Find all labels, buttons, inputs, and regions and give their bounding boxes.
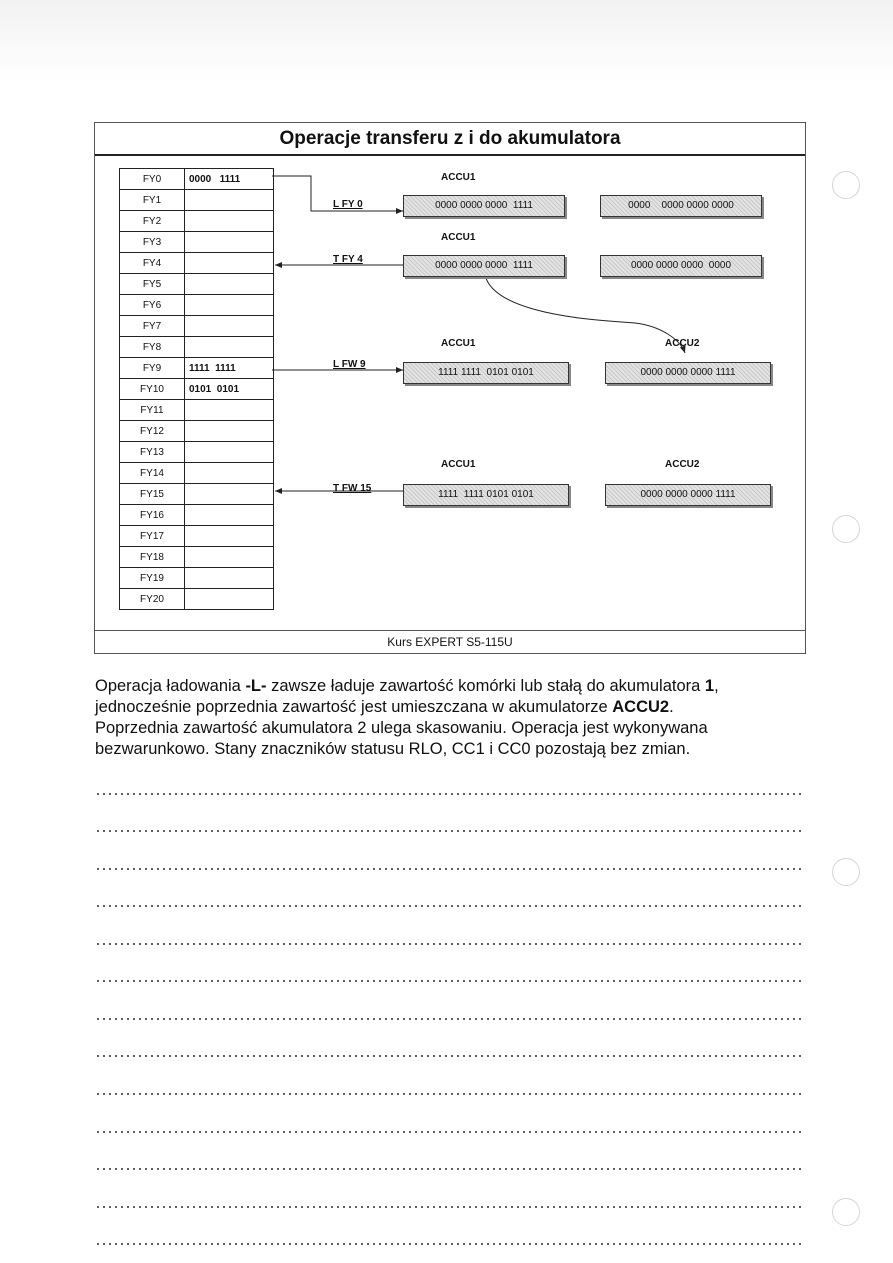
accu1-label: ACCU1	[441, 459, 476, 470]
memory-row	[120, 547, 274, 568]
note-line	[95, 943, 805, 945]
memory-value	[185, 568, 274, 589]
memory-value: 1111 1111	[185, 358, 274, 379]
para-text: Operacja ładowania	[95, 677, 246, 695]
memory-value	[185, 547, 274, 568]
memory-row	[120, 358, 274, 379]
memory-value	[185, 442, 274, 463]
para-bold: ACCU2	[612, 698, 670, 716]
accu1-label: ACCU1	[441, 338, 476, 349]
memory-address: FY20	[120, 589, 185, 610]
memory-value	[185, 316, 274, 337]
memory-address: FY8	[120, 337, 185, 358]
memory-address: FY1	[120, 190, 185, 211]
memory-value	[185, 589, 274, 610]
memory-value	[185, 190, 274, 211]
accu1-register: 0000 0000 0000 1111	[403, 195, 565, 217]
memory-address: FY14	[120, 463, 185, 484]
accu2-register: 0000 0000 0000 0000	[600, 255, 762, 277]
memory-value	[185, 295, 274, 316]
note-line	[95, 1018, 805, 1020]
memory-address: FY4	[120, 253, 185, 274]
memory-row	[120, 253, 274, 274]
note-line	[95, 1131, 805, 1133]
diagram-footer: Kurs EXPERT S5-115U	[95, 630, 805, 654]
para-bold: 1	[704, 677, 715, 695]
memory-address: FY16	[120, 505, 185, 526]
memory-address: FY2	[120, 211, 185, 232]
memory-row	[120, 316, 274, 337]
memory-value	[185, 274, 274, 295]
note-line	[95, 1093, 805, 1095]
memory-address: FY6	[120, 295, 185, 316]
memory-value	[185, 484, 274, 505]
note-line	[95, 793, 805, 795]
memory-address: FY19	[120, 568, 185, 589]
accu1-register: 0000 0000 0000 1111	[403, 255, 565, 277]
accu2-label: ACCU2	[665, 459, 700, 470]
memory-table	[119, 168, 274, 610]
memory-value	[185, 421, 274, 442]
accu1-register: 1111 1111 0101 0101	[403, 484, 569, 506]
memory-address: FY5	[120, 274, 185, 295]
memory-row	[120, 505, 274, 526]
accu2-label: ACCU2	[665, 338, 700, 349]
punch-hole	[832, 1198, 860, 1226]
memory-row	[120, 421, 274, 442]
diagram-title: Operacje transferu z i do akumulatora	[95, 123, 805, 156]
memory-row	[120, 169, 274, 190]
memory-value: 0101 0101	[185, 379, 274, 400]
note-line	[95, 905, 805, 907]
note-line	[95, 1206, 805, 1208]
memory-address: FY10	[120, 379, 185, 400]
memory-row	[120, 484, 274, 505]
accu2-register: 0000 0000 0000 1111	[605, 362, 771, 384]
para-bold: -L-	[245, 677, 267, 695]
memory-value	[185, 337, 274, 358]
memory-row	[120, 442, 274, 463]
memory-row	[120, 568, 274, 589]
scan-edge	[0, 0, 893, 80]
memory-row	[120, 400, 274, 421]
memory-row	[120, 232, 274, 253]
punch-hole	[832, 515, 860, 543]
memory-address: FY11	[120, 400, 185, 421]
memory-row	[120, 274, 274, 295]
memory-row	[120, 526, 274, 547]
accu2-register: 0000 0000 0000 0000	[600, 195, 762, 217]
memory-row	[120, 211, 274, 232]
memory-address: FY12	[120, 421, 185, 442]
instruction-l-fy0: L FY 0	[333, 199, 363, 210]
memory-row	[120, 337, 274, 358]
para-text: zawsze ładuje zawartość komórki lub stałą do akumulatora	[266, 677, 705, 695]
memory-row	[120, 463, 274, 484]
memory-address: FY9	[120, 358, 185, 379]
instruction-t-fw15: T FW 15	[333, 483, 372, 494]
memory-address: FY13	[120, 442, 185, 463]
note-line	[95, 980, 805, 982]
instruction-t-fy4: T FY 4	[333, 254, 363, 265]
para-text: , jednocześnie poprzednia zawartość jest umieszczana w akumulatorze	[95, 677, 719, 716]
body-paragraph	[95, 676, 815, 760]
note-line	[95, 1055, 805, 1057]
memory-address: FY7	[120, 316, 185, 337]
accu1-label: ACCU1	[441, 172, 476, 183]
arrow-accu1-to-accu2	[485, 275, 685, 353]
memory-row	[120, 589, 274, 610]
punch-hole	[832, 171, 860, 199]
memory-address: FY0	[120, 169, 185, 190]
transfer-diagram	[94, 122, 806, 654]
memory-value	[185, 463, 274, 484]
accu2-register: 0000 0000 0000 1111	[605, 484, 771, 506]
memory-value: 0000 1111	[185, 169, 274, 190]
memory-value	[185, 505, 274, 526]
memory-address: FY3	[120, 232, 185, 253]
instruction-l-fw9: L FW 9	[333, 359, 366, 370]
memory-value	[185, 232, 274, 253]
para-text: . Poprzednia zawartość akumulatora 2 ulega skasowaniu. Operacja jest wykonywana bezwarunkowo. Stany znaczników statusu RLO, CC1 i CC0 pozostają bez zmian.	[95, 698, 708, 758]
accu1-register: 1111 1111 0101 0101	[403, 362, 569, 384]
memory-address: FY18	[120, 547, 185, 568]
memory-value	[185, 400, 274, 421]
memory-row	[120, 379, 274, 400]
memory-value	[185, 253, 274, 274]
memory-value	[185, 211, 274, 232]
accu1-label: ACCU1	[441, 232, 476, 243]
memory-row	[120, 190, 274, 211]
memory-row	[120, 295, 274, 316]
memory-address: FY15	[120, 484, 185, 505]
memory-value	[185, 526, 274, 547]
note-line	[95, 868, 805, 870]
note-line	[95, 1168, 805, 1170]
memory-address: FY17	[120, 526, 185, 547]
note-line	[95, 830, 805, 832]
note-line	[95, 1243, 805, 1245]
punch-hole	[832, 858, 860, 886]
